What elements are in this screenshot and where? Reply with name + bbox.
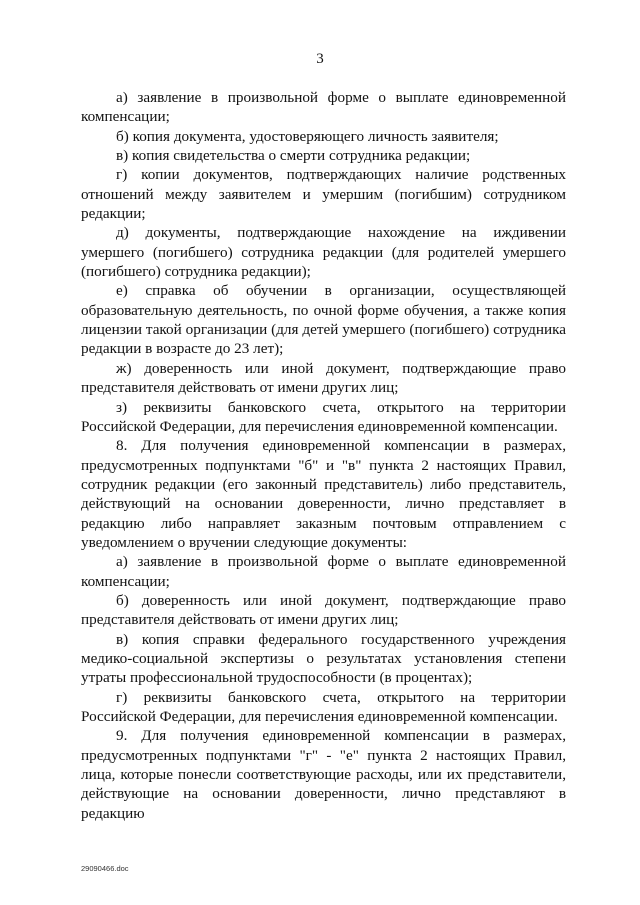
list-item-a: а) заявление в произвольной форме о выплате единовременной компенсации; xyxy=(81,89,566,126)
list-item-z: з) реквизиты банковского счета, открытого на территории Российской Федерации, для перечисления единовременной компенсации. xyxy=(81,398,566,435)
clause-8-item-b: б) доверенность или иной документ, подтверждающие право представителя действовать от имени других лиц; xyxy=(81,591,566,629)
list-item-e: е) справка об обучении в организации, осуществляющей образовательную деятельность, по очной форме обучения, а также копия лицензии такой организации (для детей умершего (погибшего) сотрудника редакции в возрасте до 23 лет); xyxy=(81,282,566,358)
clause-8-item-g: г) реквизиты банковского счета, открытого на территории Российской Федерации, для перечисления единовременной компенсации. xyxy=(81,688,566,725)
list-item-g: г) копии документов, подтверждающих наличие родственных отношений между заявителем и умершим (погибшим) сотрудником редакции; xyxy=(81,166,566,223)
clause-8-item-v: в) копия справки федерального государственного учреждения медико-социальной экспертизы о результатах установления степени утраты профессиональной трудоспособности (в процентах); xyxy=(81,630,566,687)
clause-8: 8. Для получения единовременной компенсации в размерах, предусмотренных подпунктами "б" и "в" пункта 2 настоящих Правил, сотрудник редакции (его законный представитель) либо представитель, действующий на основании доверенности, лично представляет в редакцию либо направляет заказным почтовым отправлением с уведомлением о вручении следующие документы: xyxy=(81,437,566,551)
page-number: 3 xyxy=(316,51,324,67)
list-item-d: д) документы, подтверждающие нахождение на иждивении умершего (погибшего) сотрудника редакции (для родителей умершего (погибшего) сотрудника редакции); xyxy=(81,224,566,281)
list-item-zh: ж) доверенность или иной документ, подтверждающие право представителя действовать от имени других лиц; xyxy=(81,359,566,397)
clause-9: 9. Для получения единовременной компенсации в размерах, предусмотренных подпунктами "г" - "е" пункта 2 настоящих Правил, лица, которые понесли соответствующие расходы, или их представители, действующие на основании доверенности, лично представляют в редакцию xyxy=(81,727,566,822)
clause-8-item-a: а) заявление в произвольной форме о выплате единовременной компенсации; xyxy=(81,553,566,590)
document-body xyxy=(81,88,566,823)
list-item-v: в) копия свидетельства о смерти сотрудника редакции; xyxy=(116,147,471,165)
list-item-b: б) копия документа, удостоверяющего личность заявителя; xyxy=(116,127,499,145)
document-file-code: 29090466.doc xyxy=(81,864,129,873)
